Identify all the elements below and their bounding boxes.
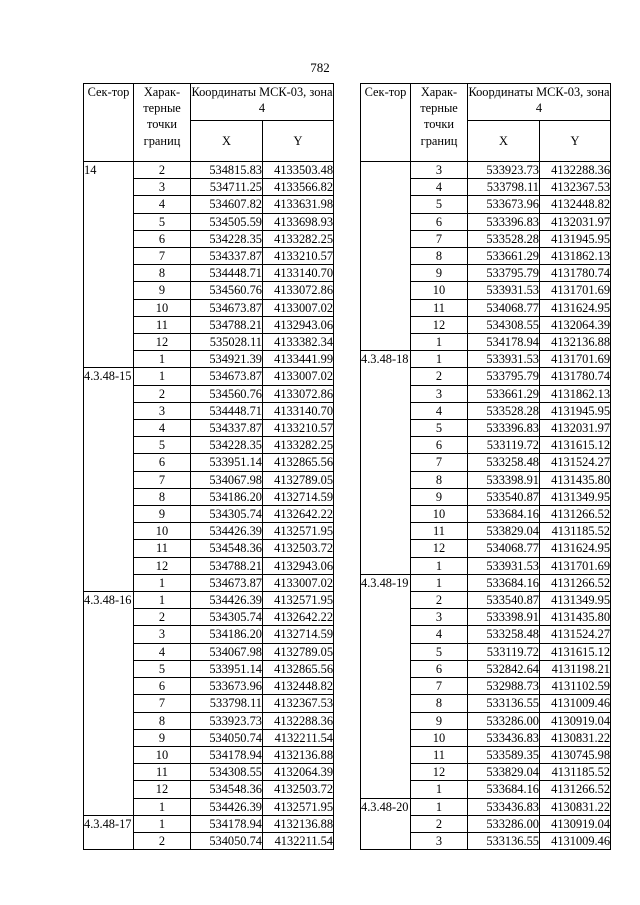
y-coordinate-cell: 4132571.95 [263, 523, 334, 540]
y-coordinate-cell: 4131009.46 [540, 695, 611, 712]
y-coordinate-cell: 4131185.52 [540, 523, 611, 540]
point-number-cell: 9 [134, 282, 191, 299]
x-coordinate-cell: 534178.94 [468, 334, 540, 351]
y-coordinate-cell: 4132288.36 [540, 162, 611, 179]
y-coordinate-cell: 4132064.39 [263, 764, 334, 781]
y-coordinate-cell: 4132448.82 [263, 678, 334, 695]
sector-cell: 4.3.48-20 [361, 798, 411, 850]
point-number-cell: 5 [411, 196, 468, 213]
point-number-cell: 3 [411, 832, 468, 849]
x-coordinate-cell: 534067.98 [191, 643, 263, 660]
point-number-cell: 4 [134, 196, 191, 213]
y-coordinate-cell: 4133441.99 [263, 351, 334, 368]
point-number-cell: 11 [134, 540, 191, 557]
y-coordinate-cell: 4132211.54 [263, 729, 334, 746]
y-coordinate-cell: 4132211.54 [263, 832, 334, 849]
point-number-cell: 11 [411, 746, 468, 763]
x-coordinate-cell: 534548.36 [191, 781, 263, 798]
point-number-cell: 12 [134, 557, 191, 574]
point-number-cell: 1 [134, 798, 191, 815]
x-coordinate-cell: 533795.79 [468, 368, 540, 385]
y-coordinate-cell: 4133007.02 [263, 574, 334, 591]
y-coordinate-cell: 4131862.13 [540, 385, 611, 402]
y-coordinate-cell: 4132031.97 [540, 213, 611, 230]
y-coordinate-cell: 4133631.98 [263, 196, 334, 213]
x-coordinate-cell: 534228.35 [191, 230, 263, 247]
table-row [361, 574, 611, 591]
point-number-cell: 6 [411, 437, 468, 454]
point-number-cell: 7 [411, 678, 468, 695]
x-coordinate-cell: 534815.83 [191, 162, 263, 179]
x-coordinate-cell: 534505.59 [191, 213, 263, 230]
x-coordinate-cell: 534305.74 [191, 609, 263, 626]
y-coordinate-cell: 4133072.86 [263, 385, 334, 402]
point-number-cell: 3 [411, 385, 468, 402]
x-coordinate-cell: 533931.53 [468, 282, 540, 299]
table-row [361, 798, 611, 815]
sector-cell: 4.3.48-15 [84, 368, 134, 592]
x-coordinate-cell: 533540.87 [468, 488, 540, 505]
coordinates-table-left [83, 83, 334, 850]
table-row [84, 368, 334, 385]
x-coordinate-cell: 533528.28 [468, 402, 540, 419]
point-number-cell: 1 [134, 815, 191, 832]
point-number-cell: 12 [411, 540, 468, 557]
x-coordinate-cell: 533258.48 [468, 626, 540, 643]
x-coordinate-cell: 534308.55 [191, 764, 263, 781]
y-coordinate-cell: 4133140.70 [263, 402, 334, 419]
x-coordinate-cell: 533396.83 [468, 213, 540, 230]
x-coordinate-cell: 534426.39 [191, 592, 263, 609]
table-body-right [361, 162, 611, 850]
y-coordinate-cell: 4132943.06 [263, 557, 334, 574]
point-number-cell: 1 [411, 351, 468, 368]
point-number-cell: 6 [134, 678, 191, 695]
header-coordinates: Координаты МСК-03, зона 4 [468, 84, 611, 121]
y-coordinate-cell: 4132136.88 [540, 334, 611, 351]
x-coordinate-cell: 533684.16 [468, 574, 540, 591]
point-number-cell: 7 [134, 695, 191, 712]
x-coordinate-cell: 533136.55 [468, 695, 540, 712]
point-number-cell: 8 [134, 265, 191, 282]
x-coordinate-cell: 533661.29 [468, 385, 540, 402]
header-y: Y [263, 121, 334, 162]
point-number-cell: 6 [134, 454, 191, 471]
x-coordinate-cell: 534711.25 [191, 179, 263, 196]
y-coordinate-cell: 4131198.21 [540, 660, 611, 677]
point-number-cell: 4 [134, 420, 191, 437]
x-coordinate-cell: 533931.53 [468, 351, 540, 368]
x-coordinate-cell: 533798.11 [468, 179, 540, 196]
table-body-left [84, 162, 334, 850]
point-number-cell: 8 [411, 248, 468, 265]
x-coordinate-cell: 534673.87 [191, 299, 263, 316]
y-coordinate-cell: 4131349.95 [540, 592, 611, 609]
y-coordinate-cell: 4131266.52 [540, 506, 611, 523]
y-coordinate-cell: 4131780.74 [540, 368, 611, 385]
y-coordinate-cell: 4132865.56 [263, 660, 334, 677]
x-coordinate-cell: 534186.20 [191, 488, 263, 505]
x-coordinate-cell: 534607.82 [191, 196, 263, 213]
y-coordinate-cell: 4131701.69 [540, 557, 611, 574]
table-row [84, 815, 334, 832]
y-coordinate-cell: 4132288.36 [263, 712, 334, 729]
point-number-cell: 3 [134, 626, 191, 643]
header-y: Y [540, 121, 611, 162]
x-coordinate-cell: 533684.16 [468, 781, 540, 798]
y-coordinate-cell: 4132367.53 [263, 695, 334, 712]
y-coordinate-cell: 4132031.97 [540, 420, 611, 437]
x-coordinate-cell: 534050.74 [191, 729, 263, 746]
y-coordinate-cell: 4132789.05 [263, 643, 334, 660]
y-coordinate-cell: 4130831.22 [540, 729, 611, 746]
y-coordinate-cell: 4132503.72 [263, 781, 334, 798]
x-coordinate-cell: 534426.39 [191, 798, 263, 815]
point-number-cell: 6 [411, 660, 468, 677]
point-number-cell: 2 [411, 592, 468, 609]
y-coordinate-cell: 4132714.59 [263, 488, 334, 505]
point-number-cell: 10 [134, 746, 191, 763]
point-number-cell: 1 [134, 574, 191, 591]
y-coordinate-cell: 4133503.48 [263, 162, 334, 179]
sector-cell: 4.3.48-17 [84, 815, 134, 849]
x-coordinate-cell: 534673.87 [191, 574, 263, 591]
x-coordinate-cell: 533673.96 [468, 196, 540, 213]
point-number-cell: 1 [134, 592, 191, 609]
point-number-cell: 12 [411, 764, 468, 781]
y-coordinate-cell: 4133698.93 [263, 213, 334, 230]
point-number-cell: 8 [134, 712, 191, 729]
x-coordinate-cell: 533436.83 [468, 798, 540, 815]
x-coordinate-cell: 533119.72 [468, 643, 540, 660]
point-number-cell: 7 [134, 248, 191, 265]
x-coordinate-cell: 533589.35 [468, 746, 540, 763]
y-coordinate-cell: 4132503.72 [263, 540, 334, 557]
y-coordinate-cell: 4131624.95 [540, 299, 611, 316]
header-points: Харак-терные точки границ [411, 84, 468, 162]
x-coordinate-cell: 533923.73 [191, 712, 263, 729]
x-coordinate-cell: 534305.74 [191, 506, 263, 523]
sector-cell: 14 [84, 162, 134, 368]
point-number-cell: 3 [134, 402, 191, 419]
y-coordinate-cell: 4130919.04 [540, 712, 611, 729]
x-coordinate-cell: 534337.87 [191, 248, 263, 265]
point-number-cell: 9 [134, 729, 191, 746]
point-number-cell: 5 [411, 420, 468, 437]
point-number-cell: 1 [134, 351, 191, 368]
point-number-cell: 1 [411, 334, 468, 351]
point-number-cell: 10 [134, 299, 191, 316]
x-coordinate-cell: 532988.73 [468, 678, 540, 695]
x-coordinate-cell: 534560.76 [191, 385, 263, 402]
y-coordinate-cell: 4131435.80 [540, 471, 611, 488]
x-coordinate-cell: 533398.91 [468, 471, 540, 488]
y-coordinate-cell: 4133282.25 [263, 230, 334, 247]
page-number: 782 [310, 60, 330, 75]
y-coordinate-cell: 4131624.95 [540, 540, 611, 557]
y-coordinate-cell: 4132136.88 [263, 746, 334, 763]
sector-cell: 4.3.48-18 [361, 351, 411, 575]
x-coordinate-cell: 533931.53 [468, 557, 540, 574]
x-coordinate-cell: 533528.28 [468, 230, 540, 247]
x-coordinate-cell: 533136.55 [468, 832, 540, 849]
point-number-cell: 6 [411, 213, 468, 230]
y-coordinate-cell: 4131102.59 [540, 678, 611, 695]
x-coordinate-cell: 534067.98 [191, 471, 263, 488]
point-number-cell: 1 [411, 781, 468, 798]
point-number-cell: 10 [134, 523, 191, 540]
y-coordinate-cell: 4133072.86 [263, 282, 334, 299]
point-number-cell: 7 [134, 471, 191, 488]
point-number-cell: 9 [411, 488, 468, 505]
point-number-cell: 11 [411, 299, 468, 316]
x-coordinate-cell: 533286.00 [468, 712, 540, 729]
x-coordinate-cell: 534448.71 [191, 265, 263, 282]
point-number-cell: 7 [411, 454, 468, 471]
x-coordinate-cell: 534050.74 [191, 832, 263, 849]
x-coordinate-cell: 533258.48 [468, 454, 540, 471]
y-coordinate-cell: 4132367.53 [540, 179, 611, 196]
header-sector: Сек-тор [84, 84, 134, 162]
y-coordinate-cell: 4131862.13 [540, 248, 611, 265]
point-number-cell: 6 [134, 230, 191, 247]
header-coordinates: Координаты МСК-03, зона 4 [191, 84, 334, 121]
y-coordinate-cell: 4133210.57 [263, 248, 334, 265]
x-coordinate-cell: 534560.76 [191, 282, 263, 299]
point-number-cell: 8 [411, 695, 468, 712]
x-coordinate-cell: 533684.16 [468, 506, 540, 523]
x-coordinate-cell: 534178.94 [191, 815, 263, 832]
point-number-cell: 5 [411, 643, 468, 660]
y-coordinate-cell: 4131945.95 [540, 402, 611, 419]
y-coordinate-cell: 4132714.59 [263, 626, 334, 643]
point-number-cell: 2 [134, 609, 191, 626]
x-coordinate-cell: 534921.39 [191, 351, 263, 368]
point-number-cell: 4 [411, 626, 468, 643]
sector-cell [361, 162, 411, 351]
point-number-cell: 9 [134, 506, 191, 523]
y-coordinate-cell: 4131524.27 [540, 454, 611, 471]
x-coordinate-cell: 534068.77 [468, 299, 540, 316]
point-number-cell: 2 [134, 832, 191, 849]
y-coordinate-cell: 4131701.69 [540, 282, 611, 299]
y-coordinate-cell: 4132642.22 [263, 609, 334, 626]
table-row [84, 592, 334, 609]
y-coordinate-cell: 4132571.95 [263, 592, 334, 609]
y-coordinate-cell: 4133140.70 [263, 265, 334, 282]
table-row [361, 351, 611, 368]
x-coordinate-cell: 533119.72 [468, 437, 540, 454]
y-coordinate-cell: 4133007.02 [263, 368, 334, 385]
point-number-cell: 4 [411, 179, 468, 196]
point-number-cell: 2 [411, 368, 468, 385]
point-number-cell: 11 [134, 764, 191, 781]
y-coordinate-cell: 4132136.88 [263, 815, 334, 832]
x-coordinate-cell: 533829.04 [468, 764, 540, 781]
y-coordinate-cell: 4133566.82 [263, 179, 334, 196]
y-coordinate-cell: 4131615.12 [540, 643, 611, 660]
point-number-cell: 2 [411, 815, 468, 832]
x-coordinate-cell: 534548.36 [191, 540, 263, 557]
y-coordinate-cell: 4131349.95 [540, 488, 611, 505]
point-number-cell: 11 [134, 316, 191, 333]
x-coordinate-cell: 534337.87 [191, 420, 263, 437]
y-coordinate-cell: 4133382.34 [263, 334, 334, 351]
point-number-cell: 2 [134, 162, 191, 179]
y-coordinate-cell: 4132943.06 [263, 316, 334, 333]
point-number-cell: 9 [411, 712, 468, 729]
x-coordinate-cell: 533923.73 [468, 162, 540, 179]
y-coordinate-cell: 4131701.69 [540, 351, 611, 368]
y-coordinate-cell: 4131780.74 [540, 265, 611, 282]
x-coordinate-cell: 533798.11 [191, 695, 263, 712]
y-coordinate-cell: 4130745.98 [540, 746, 611, 763]
point-number-cell: 10 [411, 282, 468, 299]
point-number-cell: 3 [411, 162, 468, 179]
point-number-cell: 5 [134, 437, 191, 454]
point-number-cell: 10 [411, 729, 468, 746]
x-coordinate-cell: 534426.39 [191, 523, 263, 540]
x-coordinate-cell: 534308.55 [468, 316, 540, 333]
y-coordinate-cell: 4131009.46 [540, 832, 611, 849]
y-coordinate-cell: 4131524.27 [540, 626, 611, 643]
x-coordinate-cell: 533951.14 [191, 660, 263, 677]
x-coordinate-cell: 534673.87 [191, 368, 263, 385]
point-number-cell: 1 [411, 798, 468, 815]
x-coordinate-cell: 534448.71 [191, 402, 263, 419]
point-number-cell: 3 [411, 609, 468, 626]
x-coordinate-cell: 533436.83 [468, 729, 540, 746]
x-coordinate-cell: 533398.91 [468, 609, 540, 626]
y-coordinate-cell: 4131945.95 [540, 230, 611, 247]
x-coordinate-cell: 532842.64 [468, 660, 540, 677]
y-coordinate-cell: 4131266.52 [540, 574, 611, 591]
x-coordinate-cell: 534228.35 [191, 437, 263, 454]
point-number-cell: 7 [411, 230, 468, 247]
point-number-cell: 11 [411, 523, 468, 540]
header-x: X [468, 121, 540, 162]
point-number-cell: 5 [134, 213, 191, 230]
x-coordinate-cell: 534178.94 [191, 746, 263, 763]
x-coordinate-cell: 533396.83 [468, 420, 540, 437]
y-coordinate-cell: 4130831.22 [540, 798, 611, 815]
header-x: X [191, 121, 263, 162]
x-coordinate-cell: 535028.11 [191, 334, 263, 351]
coordinates-table-right [360, 83, 611, 850]
x-coordinate-cell: 534068.77 [468, 540, 540, 557]
y-coordinate-cell: 4133210.57 [263, 420, 334, 437]
x-coordinate-cell: 533951.14 [191, 454, 263, 471]
point-number-cell: 9 [411, 265, 468, 282]
y-coordinate-cell: 4131435.80 [540, 609, 611, 626]
table-row [361, 162, 611, 179]
y-coordinate-cell: 4130919.04 [540, 815, 611, 832]
point-number-cell: 1 [134, 368, 191, 385]
point-number-cell: 8 [134, 488, 191, 505]
header-points: Харак-терные точки границ [134, 84, 191, 162]
point-number-cell: 4 [134, 643, 191, 660]
point-number-cell: 12 [134, 334, 191, 351]
y-coordinate-cell: 4131266.52 [540, 781, 611, 798]
point-number-cell: 12 [411, 316, 468, 333]
point-number-cell: 1 [411, 574, 468, 591]
point-number-cell: 8 [411, 471, 468, 488]
point-number-cell: 12 [134, 781, 191, 798]
point-number-cell: 2 [134, 385, 191, 402]
y-coordinate-cell: 4133282.25 [263, 437, 334, 454]
point-number-cell: 10 [411, 506, 468, 523]
y-coordinate-cell: 4133007.02 [263, 299, 334, 316]
y-coordinate-cell: 4132865.56 [263, 454, 334, 471]
point-number-cell: 1 [411, 557, 468, 574]
point-number-cell: 4 [411, 402, 468, 419]
point-number-cell: 5 [134, 660, 191, 677]
x-coordinate-cell: 533795.79 [468, 265, 540, 282]
y-coordinate-cell: 4132064.39 [540, 316, 611, 333]
x-coordinate-cell: 533661.29 [468, 248, 540, 265]
y-coordinate-cell: 4131185.52 [540, 764, 611, 781]
y-coordinate-cell: 4132571.95 [263, 798, 334, 815]
header-sector: Сек-тор [361, 84, 411, 162]
x-coordinate-cell: 533673.96 [191, 678, 263, 695]
sector-cell: 4.3.48-16 [84, 592, 134, 816]
y-coordinate-cell: 4131615.12 [540, 437, 611, 454]
x-coordinate-cell: 534788.21 [191, 557, 263, 574]
y-coordinate-cell: 4132642.22 [263, 506, 334, 523]
y-coordinate-cell: 4132448.82 [540, 196, 611, 213]
x-coordinate-cell: 534186.20 [191, 626, 263, 643]
table-row [84, 162, 334, 179]
point-number-cell: 3 [134, 179, 191, 196]
x-coordinate-cell: 534788.21 [191, 316, 263, 333]
sector-cell: 4.3.48-19 [361, 574, 411, 798]
y-coordinate-cell: 4132789.05 [263, 471, 334, 488]
x-coordinate-cell: 533829.04 [468, 523, 540, 540]
x-coordinate-cell: 533286.00 [468, 815, 540, 832]
x-coordinate-cell: 533540.87 [468, 592, 540, 609]
